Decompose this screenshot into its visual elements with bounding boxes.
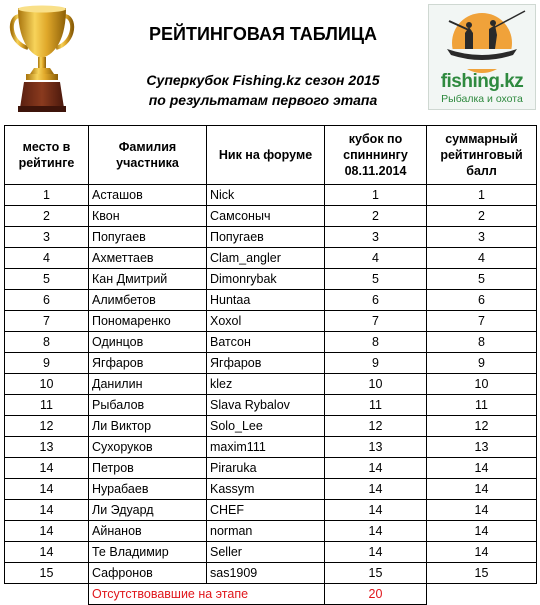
page-subtitle	[100, 70, 426, 110]
cell-nick: Kassym	[207, 479, 325, 500]
cell-total: 6	[427, 290, 537, 311]
cell-surname: Рыбалов	[89, 395, 207, 416]
cell-total: 2	[427, 206, 537, 227]
cell-surname: Ахметтаев	[89, 248, 207, 269]
cell-surname: Пономаренко	[89, 311, 207, 332]
cell-place: 13	[5, 437, 89, 458]
cell-surname: Одинцов	[89, 332, 207, 353]
logo-tagline: Рыбалка и охота	[441, 93, 523, 105]
cell-place: 7	[5, 311, 89, 332]
header-cup: кубок по спиннингу 08.11.2014	[325, 126, 427, 185]
cell-nick: Seller	[207, 542, 325, 563]
cell-surname: Асташов	[89, 185, 207, 206]
cell-nick: Clam_angler	[207, 248, 325, 269]
cell-nick: Ватсон	[207, 332, 325, 353]
rating-table	[4, 125, 537, 605]
cell-nick: sas1909	[207, 563, 325, 584]
table-header-row	[5, 126, 537, 185]
cell-nick: Самсоныч	[207, 206, 325, 227]
table-row	[5, 458, 537, 479]
cell-surname: Ли Виктор	[89, 416, 207, 437]
table-row	[5, 269, 537, 290]
header-place: место в рейтинге	[5, 126, 89, 185]
cell-cup: 2	[325, 206, 427, 227]
cell-cup: 12	[325, 416, 427, 437]
table-body	[5, 185, 537, 605]
cell-total: 11	[427, 395, 537, 416]
cell-cup: 3	[325, 227, 427, 248]
page-title: РЕЙТИНГОВАЯ ТАБЛИЦА	[149, 24, 377, 44]
cell-place: 14	[5, 479, 89, 500]
table-row	[5, 353, 537, 374]
cell-cup: 1	[325, 185, 427, 206]
cell-surname: Данилин	[89, 374, 207, 395]
cell-nick: Попугаев	[207, 227, 325, 248]
cell-cup: 4	[325, 248, 427, 269]
absent-label: Отсутствовавшие на этапе	[89, 584, 325, 605]
header-nick: Ник на форуме	[207, 126, 325, 185]
table-row	[5, 542, 537, 563]
table-row	[5, 521, 537, 542]
cell-total: 14	[427, 458, 537, 479]
absent-row	[5, 584, 537, 605]
cell-total: 1	[427, 185, 537, 206]
table-row	[5, 227, 537, 248]
trophy-icon	[6, 2, 78, 114]
absent-total-cell	[427, 584, 537, 605]
cell-surname: Кан Дмитрий	[89, 269, 207, 290]
cell-total: 12	[427, 416, 537, 437]
absent-cup-score: 20	[325, 584, 427, 605]
cell-nick: Xoxol	[207, 311, 325, 332]
cell-surname: Сухоруков	[89, 437, 207, 458]
fishing-kz-logo	[428, 4, 536, 110]
cell-cup: 14	[325, 521, 427, 542]
table-row	[5, 206, 537, 227]
cell-place: 8	[5, 332, 89, 353]
table-row	[5, 437, 537, 458]
table-row	[5, 395, 537, 416]
table-row	[5, 416, 537, 437]
cell-cup: 9	[325, 353, 427, 374]
cell-place: 14	[5, 542, 89, 563]
table-row	[5, 311, 537, 332]
cell-place: 6	[5, 290, 89, 311]
cell-place: 1	[5, 185, 89, 206]
cell-surname: Те Владимир	[89, 542, 207, 563]
cell-cup: 7	[325, 311, 427, 332]
cell-nick: Ягфаров	[207, 353, 325, 374]
cell-nick: maxim111	[207, 437, 325, 458]
cell-cup: 14	[325, 458, 427, 479]
subtitle-line-1: Суперкубок Fishing.kz сезон 2015	[146, 72, 380, 88]
table-row	[5, 479, 537, 500]
cell-nick: Piraruka	[207, 458, 325, 479]
table-row	[5, 290, 537, 311]
cell-nick: Solo_Lee	[207, 416, 325, 437]
cell-place: 5	[5, 269, 89, 290]
cell-total: 14	[427, 542, 537, 563]
cell-place: 10	[5, 374, 89, 395]
cell-nick: CHEF	[207, 500, 325, 521]
cell-total: 8	[427, 332, 537, 353]
cell-cup: 15	[325, 563, 427, 584]
cell-total: 10	[427, 374, 537, 395]
absent-blank-cell	[5, 584, 89, 605]
cell-total: 3	[427, 227, 537, 248]
cell-cup: 11	[325, 395, 427, 416]
cell-total: 15	[427, 563, 537, 584]
cell-cup: 14	[325, 542, 427, 563]
cell-cup: 14	[325, 479, 427, 500]
cell-total: 7	[427, 311, 537, 332]
cell-total: 4	[427, 248, 537, 269]
cell-surname: Айнанов	[89, 521, 207, 542]
table-row	[5, 563, 537, 584]
cell-nick: Huntaa	[207, 290, 325, 311]
cell-place: 2	[5, 206, 89, 227]
cell-surname: Ягфаров	[89, 353, 207, 374]
cell-total: 5	[427, 269, 537, 290]
cell-total: 14	[427, 500, 537, 521]
cell-place: 4	[5, 248, 89, 269]
cell-total: 14	[427, 479, 537, 500]
cell-cup: 13	[325, 437, 427, 458]
cell-cup: 5	[325, 269, 427, 290]
cell-cup: 10	[325, 374, 427, 395]
cell-cup: 6	[325, 290, 427, 311]
cell-surname: Ли Эдуард	[89, 500, 207, 521]
cell-place: 3	[5, 227, 89, 248]
cell-place: 11	[5, 395, 89, 416]
cell-place: 15	[5, 563, 89, 584]
cell-place: 12	[5, 416, 89, 437]
cell-place: 14	[5, 458, 89, 479]
table-row	[5, 500, 537, 521]
cell-place: 9	[5, 353, 89, 374]
cell-nick: klez	[207, 374, 325, 395]
cell-nick: Dimonrybak	[207, 269, 325, 290]
cell-surname: Квон	[89, 206, 207, 227]
cell-surname: Попугаев	[89, 227, 207, 248]
cell-total: 9	[427, 353, 537, 374]
cell-nick: Nick	[207, 185, 325, 206]
logo-text: fishing.kz	[440, 71, 524, 92]
cell-place: 14	[5, 500, 89, 521]
cell-total: 13	[427, 437, 537, 458]
cell-surname: Алимбетов	[89, 290, 207, 311]
table-row	[5, 248, 537, 269]
table-row	[5, 332, 537, 353]
cell-surname: Нурабаев	[89, 479, 207, 500]
header-total: суммарный рейтинговый балл	[427, 126, 537, 185]
table-row	[5, 185, 537, 206]
cell-place: 14	[5, 521, 89, 542]
cell-nick: Slava Rybalov	[207, 395, 325, 416]
cell-cup: 8	[325, 332, 427, 353]
cell-cup: 14	[325, 500, 427, 521]
cell-surname: Сафронов	[89, 563, 207, 584]
subtitle-line-2: по результатам первого этапа	[148, 92, 378, 108]
cell-surname: Петров	[89, 458, 207, 479]
cell-nick: norman	[207, 521, 325, 542]
table-row	[5, 374, 537, 395]
cell-total: 14	[427, 521, 537, 542]
header-surname: Фамилия участника	[89, 126, 207, 185]
